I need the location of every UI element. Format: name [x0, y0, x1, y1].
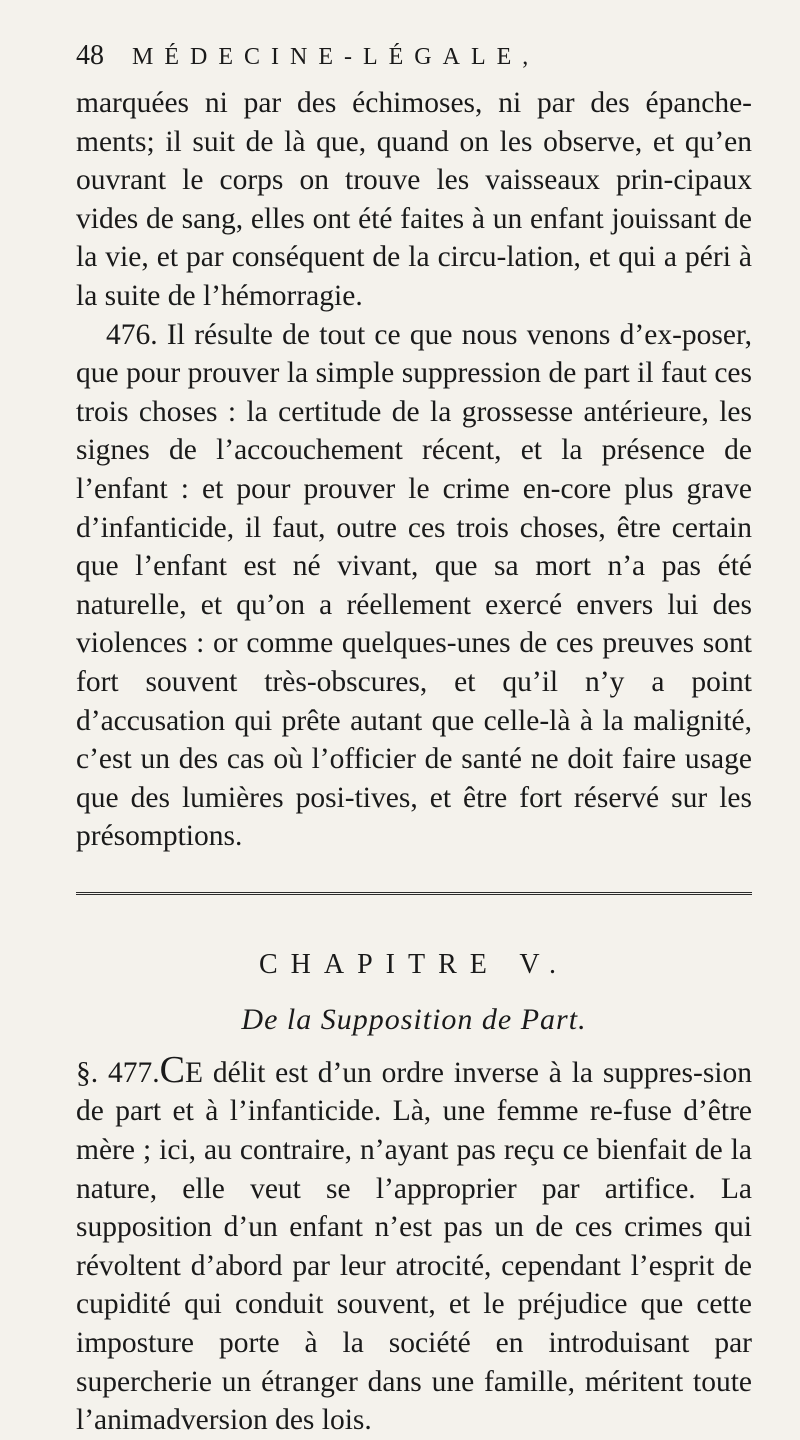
- initial-rest: E: [184, 1056, 203, 1089]
- paragraph-477: [76, 1048, 753, 1440]
- section-divider: [76, 892, 752, 897]
- running-title: MÉDECINE-LÉGALE,: [132, 44, 540, 70]
- chapter-title: CHAPITRE V.: [258, 948, 569, 980]
- section-text: délit est d’un ordre inverse à la suppres-sion de part et à l’infanticide. Là, une femme re-fuse d’être mère ; ici, au contraire, n’ayant pas reçu ce bienfait de la nature, elle veut se l’approprier par artifice. La supposition d’un enfant n’est pas un de ces crimes qui révoltent d’abord par leur atrocité, cependant l’esprit de cupidité qui conduit souvent, et le préjudice que cette imposture porte à la société en introduisant par supercherie un étranger dans une famille, méritent toute l’animadversion des lois.: [76, 1056, 753, 1437]
- paragraph-476: 476. Il résulte de tout ce que nous venons d’ex-poser, que pour prouver la simple suppression de part il faut ces trois choses : la certitude de la grossesse antérieure, les signes de l’accouchement récent, et la présence de l’enfant : et pour prouver le crime en-core plus grave d’infanticide, il faut, outre ces trois choses, être certain que l’enfant est né vivant, que sa mort n’a pas été naturelle, et qu’on a réellement exercé envers lui des violences : or comme quelques-unes de ces preuves sont fort souvent très-obscures, et qu’il n’y a point d’accusation qui prête autant que celle-là à la malignité, c’est un des cas où l’officier de santé ne doit faire usage que des lumières posi-tives, et être fort réservé sur les présomptions.: [76, 318, 752, 853]
- section-number: §. 477.: [76, 1056, 160, 1089]
- drop-initial: C: [159, 1048, 185, 1091]
- paragraph-continuation: marquées ni par des échimoses, ni par des épanche-ments; il suit de là que, quand on les observe, et qu’en ouvrant le corps on trouve les vaisseaux prin-cipaux vides de sang, elles ont été faites à un enfant jouissant de la vie, et par conséquent de la circu-lation, et qui a péri à la suite de l’hémorragie.: [76, 87, 752, 312]
- chapter-subtitle: De la Supposition de Part.: [241, 1002, 587, 1036]
- body-text: [76, 84, 752, 856]
- page-number: 48: [76, 40, 104, 71]
- running-head: [76, 40, 752, 80]
